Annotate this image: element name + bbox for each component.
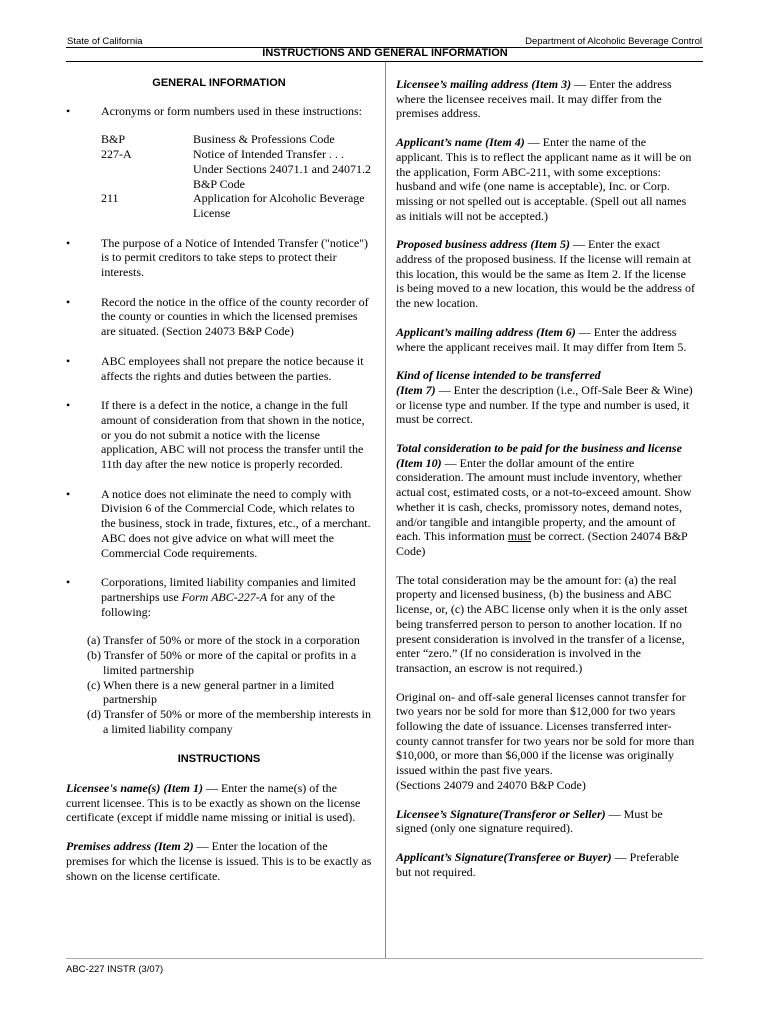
abbreviation-row: 227-A Notice of Intended Transfer . . . Under Sections 24071.1 and 24071.2 B&P Code (101, 147, 371, 191)
form-number-footer: ABC-227 INSTR (3/07) (66, 964, 164, 975)
column-divider (385, 62, 386, 958)
seller-signature-paragraph: Licensee’s Signature(Transferor or Seller) — Must be signed (only one signature required). (396, 806, 663, 836)
bullet-icon: • (66, 353, 71, 368)
list-item: (b) Transfer of 50% or more of the capital or profits in a limited partnership (87, 648, 357, 677)
abbreviation-row: 211 Application for Alcoholic Beverage License (101, 191, 365, 220)
bullet-icon: • (66, 575, 71, 590)
item7-paragraph: Kind of license intended to be transferred (Item 7) — Enter the description (i.e., Off-Sale Beer & Wine) or license type and number. If the type and number is used, it must be correct. (396, 368, 693, 427)
footer-rule (66, 958, 703, 959)
consideration-paragraph: The total consideration may be the amount for: (a) the real property and licensed business, (b) the business and ABC license, or, (c) the ABC license only when it is the only asset being transferred person to person to another location. If no present consideration is involved in the transfer of a license, enter “zero.” (If no consideration is involved in the transaction, an escrow is not required.) (396, 572, 688, 675)
item2-paragraph: Premises address (Item 2) — Enter the location of the premises for which the license is issued. This is to be exactly as shown on the license certificate. (66, 839, 372, 883)
instructions-heading: INSTRUCTIONS (177, 753, 261, 766)
bullet-purpose: • The purpose of a Notice of Intended Transfer ("notice") is to permit creditors to take steps to protect their interests. (66, 235, 369, 280)
bullet-acronyms (66, 104, 372, 221)
header-department: Department of Alcoholic Beverage Control (525, 36, 702, 47)
list-item: (c) When there is a new general partner in a limited partnership (87, 677, 335, 707)
bullet-employees: • ABC employees shall not prepare the notice because it affects the rights and duties between the parties. (66, 353, 364, 383)
bullet-icon: • (66, 398, 71, 413)
item3-paragraph: Licensee’s mailing address (Item 3) — Enter the address where the licensee receives mail. It may differ from the premises address. (396, 77, 672, 121)
list-item: (a) Transfer of 50% or more of the stock in a corporation (87, 633, 360, 648)
general-information-heading: GENERAL INFORMATION (152, 77, 286, 89)
header-state: State of California (67, 36, 143, 47)
item1-paragraph: Licensee's name(s) (Item 1) — Enter the name(s) of the current licensee. This is to be exactly as shown on the license certificate (except if middle name missing or initial is used). (66, 781, 361, 825)
left-column (66, 76, 372, 897)
item5-paragraph: Proposed business address (Item 5) — Enter the exact address of the proposed business. If the license will remain at this location, this would be the same as Item 2. If the license is being moved to a new location, this would be the address of the new location. (396, 237, 695, 311)
bullet-icon: • (66, 294, 71, 309)
list-item: (d) Transfer of 50% or more of the membership interests in a limited liability company (87, 706, 371, 736)
item4-paragraph: Applicant’s name (Item 4) — Enter the name of the applicant. This is to reflect the applicant name as it will be on the application, Form ABC-211, with some exceptions: husband and wife (one name is acceptable), Inc. or Corp. missing or not spelled out is acceptable. (Spell out all names as initials will not be accepted.) (396, 135, 692, 223)
bullet-defect: • If there is a defect in the notice, a change in the full amount of consideration from that shown in the notice, or you do not submit a notice with the license application, ABC will not process the transfer until the 11th day after the new notice is properly recorded. (66, 398, 365, 472)
bullet-text: Acronyms or form numbers used in these instructions: (101, 103, 362, 118)
buyer-signature-paragraph: Applicant’s Signature(Transferee or Buyer) — Preferable but not required. (396, 849, 679, 879)
bullet-commercial-code: • A notice does not eliminate the need to comply with Division 6 of the Commercial Code, which relates to the business, stock in trade, fixtures, etc., of a merchant. ABC does not give advice on what will meet the Commercial Code requirements. (66, 486, 371, 560)
abbreviation-list (101, 132, 372, 220)
bullet-record: • Record the notice in the office of the county recorder of the county or counties in which the licensed premises are situated. (Section 24073 B&P Code) (66, 294, 369, 339)
abbreviation-row: B&P Business & Professions Code (101, 132, 335, 147)
original-licenses-paragraph: Original on- and off-sale general licenses cannot transfer for two years nor be sold for more than $12,000 for two years following the date of issuance. Licenses transferred inter-county cannot transfer for two years nor be sold for more than $10,000, or more than $6,000 if the license was originally issued within the past five years. (Sections 24079 and 24070 B&P Code) (396, 689, 695, 792)
page-title: INSTRUCTIONS AND GENERAL INFORMATION (262, 47, 508, 59)
bullet-corporations: • Corporations, limited liability companies and limited partnerships use Form ABC-227-A for any of the following: (66, 575, 356, 619)
item6-paragraph: Applicant’s mailing address (Item 6) — Enter the address where the applicant receives mail. It may differ from Item 5. (396, 324, 687, 354)
form-reference: Form ABC-227-A (181, 589, 268, 604)
bullet-icon: • (66, 235, 71, 250)
right-column (396, 77, 696, 893)
bullet-icon: • (66, 103, 71, 118)
bullet-icon: • (66, 486, 71, 501)
item10-paragraph: Total consideration to be paid for the business and license (Item 10) — Enter the dollar amount of the entire consideration. The amount must include inventory, whether actual cost, estimated costs, or a not-to-exceed amount. Show whether it is cash, checks, promissory notes, demand notes, and/or tangible and intangible property, and the amount of each. This information must be correct. (Section 24074 B&P Code) (396, 441, 692, 558)
transfer-conditions-list (87, 633, 372, 736)
